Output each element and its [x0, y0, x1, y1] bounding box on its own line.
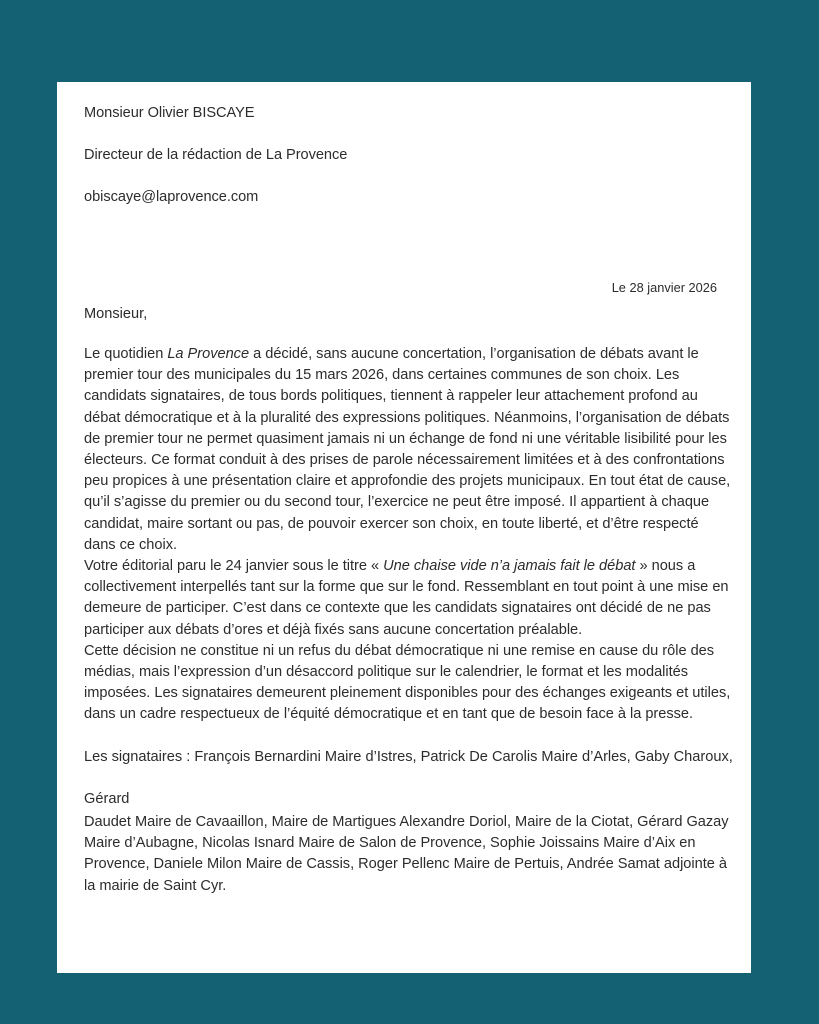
paragraph-3: Cette décision ne constitue ni un refus du débat démocratique ni une remise en cause du rôle des médias, mais l’expression d’un désaccord politique sur le calendrier, le format et les modalités imposées. Les signataires demeurent pleinement disponibles pour des échanges exigeants et utiles, dans un cadre respectueux de l’équité démocratique et en tant que de besoin face à la presse. [84, 642, 731, 723]
paragraph-1-text-after: a décidé, sans aucune concertation, l’organisation de débats avant le premier tour des municipales du 15 mars 2026, dans certaines communes de son choix. Les candidats signataires, de tous bords politiques, tiennent à rappeler leur attachement profond au débat démocratique et à la pluralité des expressions politiques. Néanmoins, l’organisation de débats de premier tour ne permet quasiment jamais ni un échange de fond ni une véritable lisibilité pour les électeurs. Ce format conduit à des prises de parole nécessairement limitées et à des confrontations peu propices à une présentation claire et approfondie des projets municipaux. En tout état de cause, qu’il s’agisse du premier ou du second tour, l’exercice ne peut être imposé. Il appartient à chaque candidat, maire sortant ou pas, de pouvoir exercer son choix, en toute liberté, et d’être respecté dans ce choix. [84, 346, 731, 553]
letter-content [84, 82, 733, 897]
letter-page [57, 82, 751, 973]
signatory-orphan-name: Gérard [84, 790, 130, 807]
recipient-name: Monsieur Olivier BISCAYE [84, 105, 255, 121]
signatories-intro: Les signataires : François Bernardini Maire d’Istres, Patrick De Carolis Maire d’Arles, Gaby Charoux, [84, 748, 733, 765]
paragraph-2-text-before: Votre éditorial paru le 24 janvier sous le titre « [84, 558, 384, 575]
salutation: Monsieur, [84, 306, 148, 322]
letter-date: Le 28 janvier 2026 [611, 280, 717, 295]
paragraph-2-text-after: » nous a collectivement interpellés tant sur la forme que sur le fond. Ressemblant en tout point à une mise en demeure de participer. C’est dans ce contexte que les candidats signataires ont décidé de ne pas participer aux débats d’ores et déjà fixés sans aucune concertation préalable. [84, 558, 729, 638]
signatories-list: Daudet Maire de Cavaaillon, Maire de Martigues Alexandre Doriol, Maire de la Ciotat, Gérard Gazay Maire d’Aubagne, Nicolas Isnard Maire de Salon de Provence, Sophie Joissains Maire d’Aix en Provence, Daniele Milon Maire de Cassis, Roger Pellenc Maire de Pertuis, Andrée Samat adjointe à la mairie de Saint Cyr. [84, 814, 729, 894]
recipient-block [84, 82, 733, 206]
editorial-title-italic: Une chaise vide n’a jamais fait le débat [383, 558, 636, 575]
recipient-email: obiscaye@laprovence.com [84, 189, 259, 205]
newspaper-name-italic: La Provence [167, 346, 250, 362]
paragraph-2 [84, 556, 733, 641]
recipient-role: Directeur de la rédaction de La Provence [84, 147, 348, 163]
paragraph-1-text-before: Le quotidien [84, 346, 168, 362]
paragraph-1 [84, 325, 733, 556]
